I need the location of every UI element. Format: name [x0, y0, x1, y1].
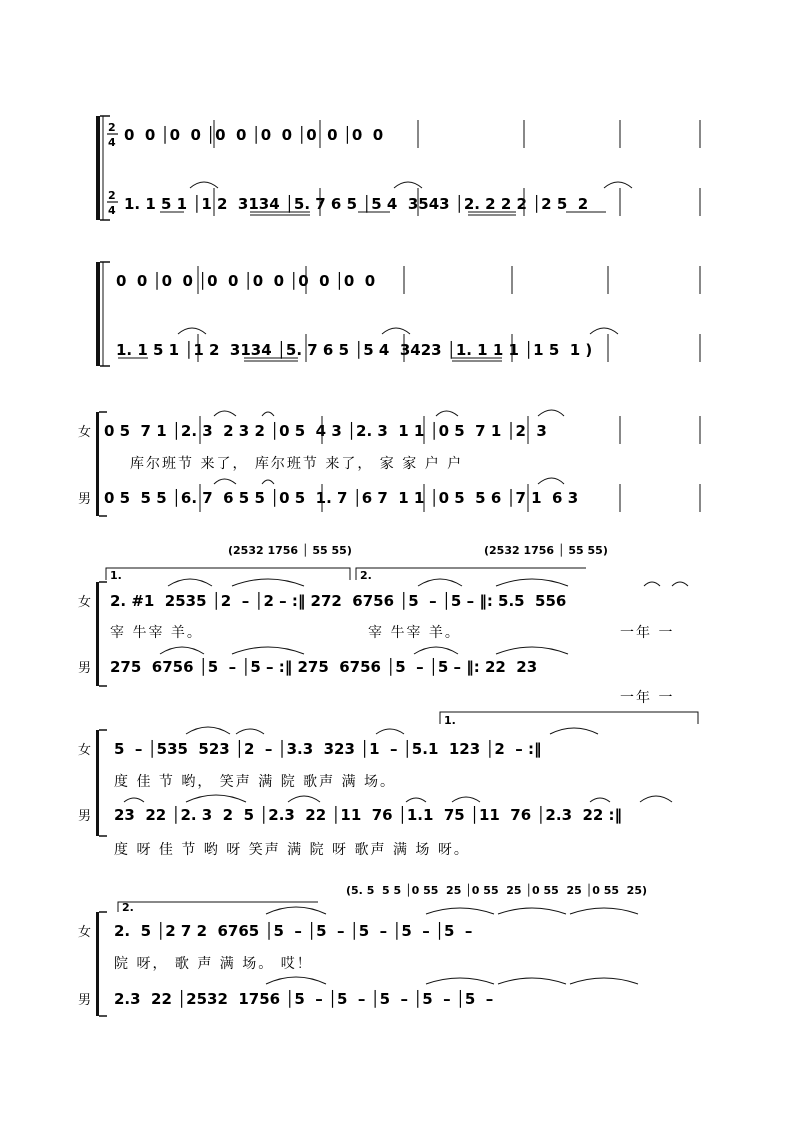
system-4-male-lyrics: 一年 一: [620, 690, 675, 706]
time-signature-bottom: 4: [108, 204, 116, 217]
system-5-male-lyrics: 度 呀 佳 节 哟 呀 笑声 满 院 呀 歌声 满 场 呀。: [114, 842, 470, 858]
system-2: [96, 262, 700, 366]
system-6: [78, 883, 647, 1016]
cue-notes-1: (2532 1756 │ 55 55): [228, 544, 352, 557]
system-5-male-staff: 23 22 │2. 3 2 5 │2.3 22 │11 76 │1.1 75 │11 76 │2.3 22 :‖: [114, 806, 623, 824]
system-5: [78, 712, 698, 858]
system-5-female-lyrics: 度 佳 节 哟， 笑声 满 院 歌声 满 场。: [114, 774, 397, 790]
system-2-top-staff: 0 0 │0 0 │0 0 │0 0 │0 0 │0 0: [116, 272, 376, 290]
voice-label-male: 男: [78, 809, 92, 824]
cue-notes-2: (2532 1756 │ 55 55): [484, 544, 608, 557]
voice-label-female: 女: [78, 743, 92, 758]
volta-2: 2.: [360, 569, 372, 582]
system-1: [96, 116, 700, 220]
time-signature-top: 2: [108, 189, 116, 202]
time-signature-bottom: 4: [108, 136, 116, 149]
voice-label-female: 女: [78, 425, 92, 440]
time-signature-top: 2: [108, 121, 116, 134]
voice-label-female: 女: [78, 925, 92, 940]
system-3: [78, 410, 700, 516]
system-1-top-staff: 0 0 │0 0 │0 0 │0 0 │0 0 │0 0: [124, 126, 384, 144]
system-3-female-staff: 0 5 7 1 │2. 3 2 3 2 │0 5 4 3 │2. 3 1 1 │0 5 7 1 │2 3: [104, 422, 547, 440]
volta-1: 1.: [444, 714, 456, 727]
system-4: [78, 543, 688, 706]
voice-label-female: 女: [78, 595, 92, 610]
volta-1: 1.: [110, 569, 122, 582]
volta-2: 2.: [122, 901, 134, 914]
system-2-bottom-staff: 1. 1 5 1 │1 2 3134 │5. 7 6 5 │5 4 3423 │1. 1 1 1 │1 5 1 ): [116, 341, 593, 359]
system-6-female-lyrics: 院 呀， 歌 声 满 场。 哎！: [114, 956, 313, 972]
system-1-bottom-staff: 1. 1 5 1 │1 2 3134 │5. 7 6 5 │5 4 3543 │2. 2 2 2 │2 5 2: [124, 195, 589, 213]
cue-notes-3: (5. 5 5 5 │0 55 25 │0 55 25 │0 55 25 │0 55 25): [346, 884, 648, 897]
voice-label-male: 男: [78, 661, 92, 676]
system-3-male-staff: 0 5 5 5 │6. 7 6 5 5 │0 5 1. 7 │6 7 1 1 │0 5 5 6 │7 1 6 3: [104, 489, 579, 507]
system-4-female-lyrics-a: 宰 牛宰 羊。: [110, 625, 203, 641]
system-4-female-lyrics-b: 宰 牛宰 羊。: [368, 625, 461, 641]
system-6-male-staff: 2.3 22 │2532 1756 │5 – │5 – │5 – │5 – │5 –: [114, 990, 494, 1008]
system-4-female-staff: 2. #1 2535 │2 – │2 – :‖ 272 6756 │5 – │5 – ‖: 5.5 556: [110, 592, 567, 610]
system-5-female-staff: 5 – │535 523 │2 – │3.3 323 │1 – │5.1 123 │2 – :‖: [114, 740, 542, 758]
system-4-female-lyrics-c: 一年 一: [620, 625, 675, 641]
voice-label-male: 男: [78, 993, 92, 1008]
system-3-female-lyrics: 库尔班节 来了， 库尔班节 来了， 家 家 户 户: [130, 456, 464, 472]
system-4-male-staff: 275 6756 │5 – │5 – :‖ 275 6756 │5 – │5 – ‖: 22 23: [110, 658, 538, 676]
voice-label-male: 男: [78, 492, 92, 507]
system-6-female-staff: 2. 5 │2 7 2 6765 │5 – │5 – │5 – │5 – │5 –: [114, 922, 473, 940]
